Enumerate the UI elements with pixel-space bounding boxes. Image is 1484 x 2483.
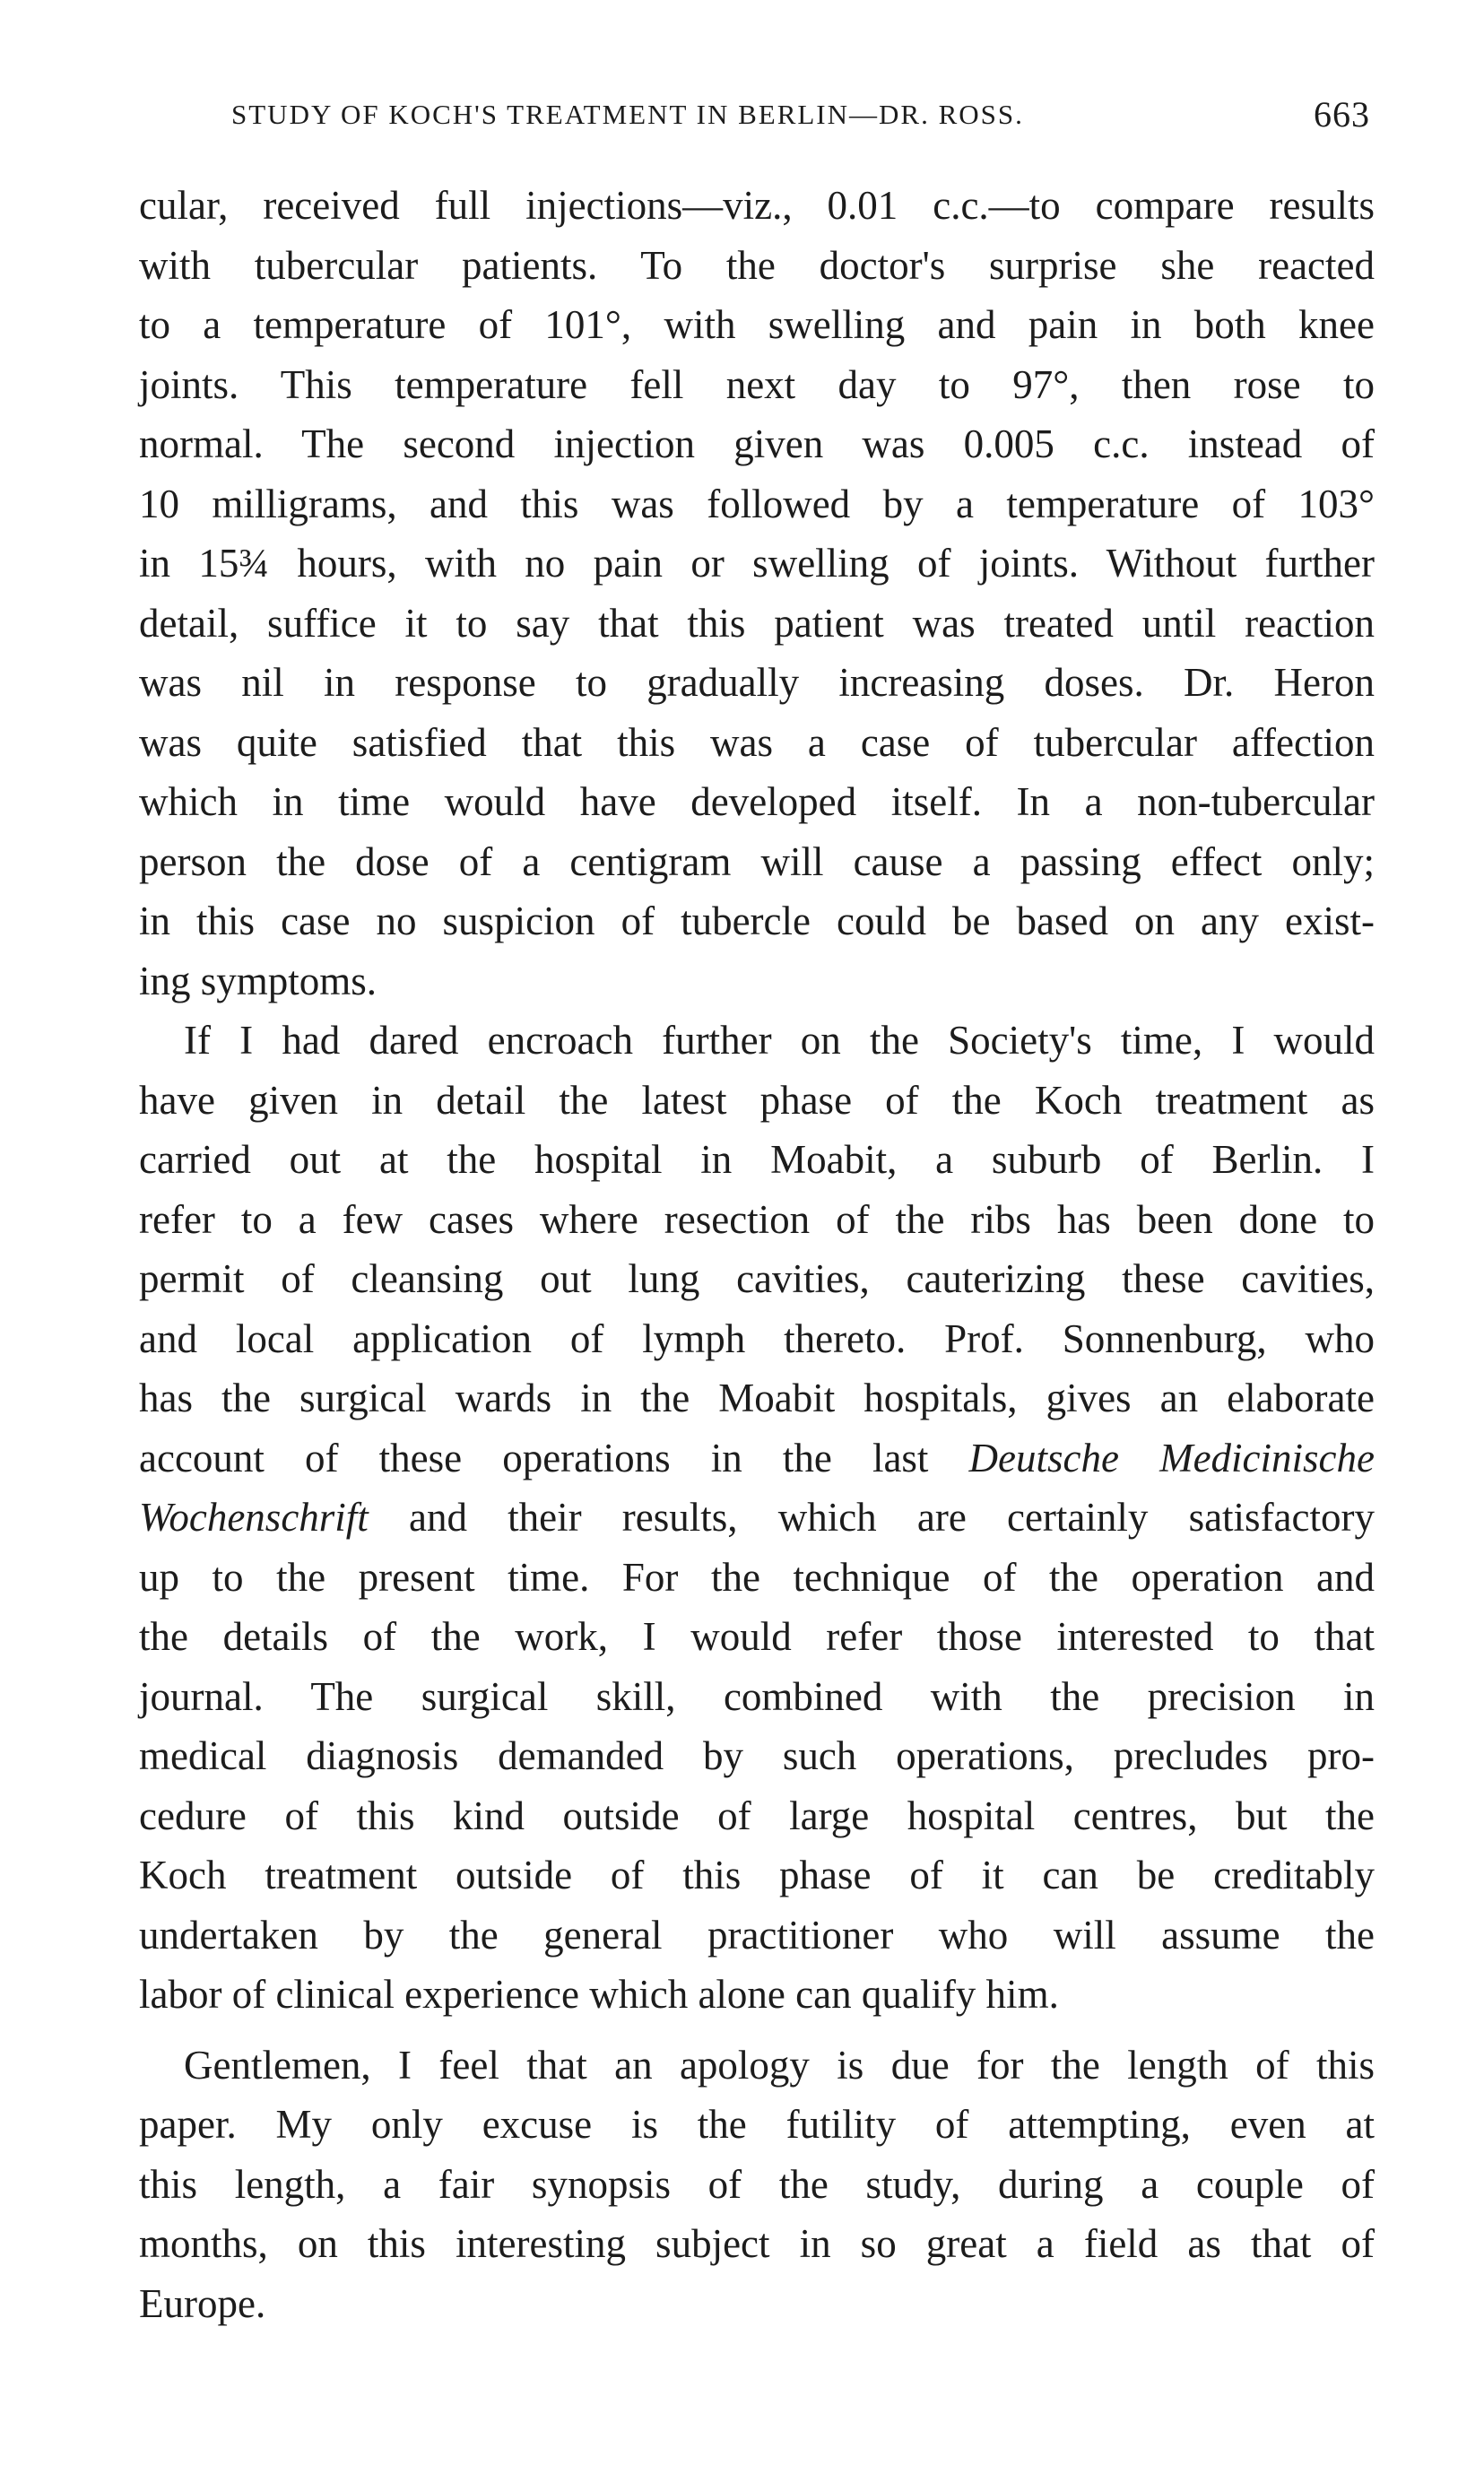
text-line: ing symptoms.: [139, 958, 378, 1003]
text-line: this length, a fair synopsis of the study, during a couple of: [139, 2161, 1375, 2207]
text-line: If I had dared encroach further on the Society's time, I would: [184, 1018, 1375, 1063]
text-line: person the dose of a centigram will cause a passing effect only;: [139, 838, 1375, 884]
text-line: have given in detail the latest phase of the Koch treatment as: [139, 1077, 1375, 1123]
text-line: was nil in response to gradually increasing doses. Dr. Heron: [139, 660, 1375, 705]
text-line: 10 milligrams, and this was followed by a temperature of 103°: [139, 481, 1375, 526]
text-line: Koch treatment outside of this phase of it can be creditably: [139, 1853, 1375, 1897]
text-line: [139, 1428, 1375, 1489]
text-line: Europe.: [139, 2280, 266, 2326]
paragraph-1: [139, 176, 1375, 1011]
text-line: cedure of this kind outside of large hospital centres, but the: [139, 1793, 1375, 1838]
running-head-title: STUDY OF KOCH'S TREATMENT IN BERLIN—DR. ROSS.: [231, 99, 1024, 130]
paragraph-2: [139, 1011, 1375, 2025]
text-line: undertaken by the general practitioner who will assume the: [139, 1912, 1375, 1958]
text-line: cular, received full injections—viz., 0.01 c.c.—to compare results: [139, 183, 1375, 228]
text-line: journal. The surgical skill, combined with the precision in: [139, 1673, 1375, 1719]
running-head: [231, 88, 1370, 142]
text-line: [139, 1488, 1375, 1548]
journal-title-italic: Wochenschrift: [139, 1495, 369, 1540]
text-line: carried out at the hospital in Moabit, a suburb of Berlin. I: [139, 1137, 1375, 1182]
text-run: account of these operations in the last: [139, 1435, 969, 1480]
text-line: was quite satisfied that this was a case of tubercular affection: [139, 719, 1375, 765]
text-line: the details of the work, I would refer those interested to that: [139, 1614, 1375, 1659]
text-line: and local application of lymph thereto. Prof. Sonnenburg, who: [139, 1315, 1375, 1361]
text-run: and their results, which are certainly satisfactory: [368, 1495, 1375, 1540]
text-line: refer to a few cases where resection of the ribs has been done to: [139, 1196, 1375, 1242]
paragraph-gap: [139, 2025, 1375, 2036]
text-line: has the surgical wards in the Moabit hospitals, gives an elaborate: [139, 1376, 1375, 1420]
text-line: months, on this interesting subject in so great a field as that of: [139, 2221, 1375, 2266]
text-line: to a temperature of 101°, with swelling and pain in both knee: [139, 302, 1375, 347]
text-line: normal. The second injection given was 0.005 c.c. instead of: [139, 421, 1375, 466]
paragraph-3: [139, 2036, 1375, 2334]
text-line: paper. My only excuse is the futility of attempting, even at: [139, 2102, 1375, 2147]
journal-title-italic: Deutsche Medicinische: [968, 1435, 1375, 1480]
body-text: [139, 176, 1375, 2333]
text-line: permit of cleansing out lung cavities, cauterizing these cavities,: [139, 1256, 1375, 1301]
text-line: joints. This temperature fell next day to 97°, then rose to: [139, 361, 1375, 407]
text-line: Gentlemen, I feel that an apology is due for the length of this: [184, 2042, 1375, 2088]
text-line: with tubercular patients. To the doctor's surprise she reacted: [139, 242, 1375, 288]
text-line: labor of clinical experience which alone can qualify him.: [139, 1972, 1059, 2017]
text-line: up to the present time. For the technique of the operation and: [139, 1554, 1375, 1600]
text-line: in this case no suspicion of tubercle could be based on any exist-: [139, 899, 1375, 943]
text-line: detail, suffice it to say that this patient was treated until reaction: [139, 600, 1375, 646]
text-line: in 15¾ hours, with no pain or swelling of joints. Without further: [139, 541, 1375, 586]
text-line: medical diagnosis demanded by such operations, precludes pro-: [139, 1733, 1375, 1778]
page-number: 663: [1314, 94, 1370, 135]
text-line: which in time would have developed itself. In a non-tubercular: [139, 779, 1375, 824]
